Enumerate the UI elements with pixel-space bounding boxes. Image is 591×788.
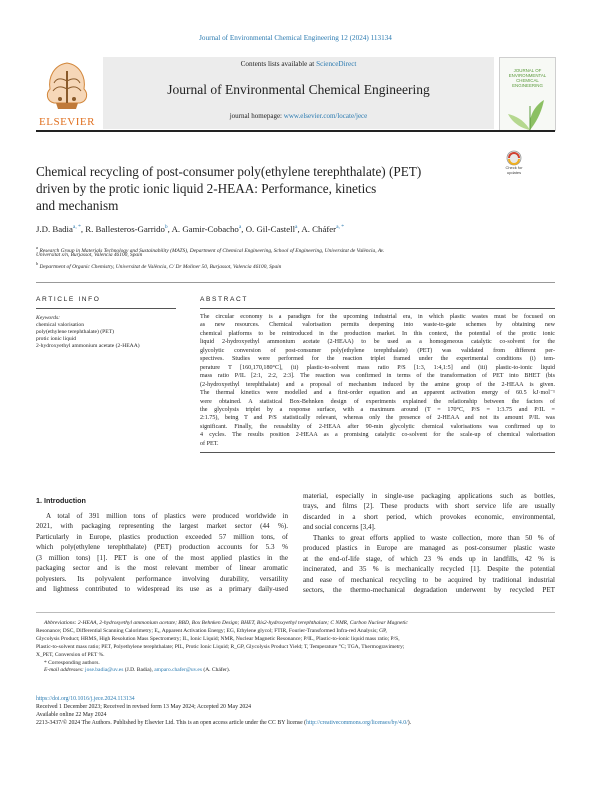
author-affiliation-marker[interactable]: a (238, 224, 242, 231)
keyword: chemical valorisation (36, 322, 84, 329)
keywords-label: Keywords: (36, 315, 61, 321)
abstract-line: liquid 2-hydroxyethyl ammonium acetate (2-HEAA) to be used as a homogeneous catalytic co-solvent for the (200, 339, 555, 346)
homepage-prefix: journal homepage: (229, 112, 284, 120)
abstract-line: as new resources. Chemical valorisation permits deepening into waste-to-gate schemes by obtaining new (200, 322, 555, 329)
cover-title (500, 68, 555, 88)
abstract-line: were obtained. A statistical Box-Behnken design of experiments explained the relationship between the factors of (200, 398, 555, 405)
sciencedirect-link[interactable]: ScienceDirect (316, 60, 357, 68)
intro-line: Thanks to great efforts applied to waste collection, more than 50 % of (313, 533, 555, 542)
email-link-chafer[interactable]: amparo.chafer@uv.es (154, 667, 202, 674)
keyword: 2-hydroxyethyl ammonium acetate (2-HEAA) (36, 343, 140, 350)
abstract-line: spectives. Studies were performed for the reaction triplet framed under the experimental conditions (i) tem- (200, 356, 555, 363)
article-title-line-2: driven by the protic ionic liquid 2-HEAA: Performance, kinetics (36, 181, 377, 196)
intro-line: polyesters. Its polyvalent performance involving durability, versatility (36, 574, 288, 583)
article-title (36, 163, 476, 214)
author-name[interactable]: R. Ballesteros-Garrido (85, 224, 165, 234)
author-affiliation-marker[interactable]: b (164, 224, 168, 231)
author-affiliation-marker[interactable]: a (295, 224, 298, 231)
cover-line-3: CHEMICAL (516, 78, 539, 83)
author-name[interactable]: A. Gamir-Cobacho (171, 224, 239, 234)
intro-line: produced plastics in Europe are managed as post-consumer plastic waste (303, 544, 555, 553)
abstract-line: the glycolysis triplet by a response surface, with a maximum around (T = 170°C, P/S = 1:3.75 and P/IL = (200, 406, 555, 413)
abstract-text (200, 313, 555, 448)
intro-line: incinerated, and 35 % is mechanically recycled [1]. Despite the potential (303, 565, 555, 574)
section-rule (36, 282, 555, 283)
doi-link[interactable]: https://doi.org/10.1016/j.jece.2024.113134 (36, 696, 135, 702)
intro-line: and social concerns [3,4]. (303, 523, 376, 532)
intro-line: and lightness contributed to widespread its use as a primary daily-used (36, 585, 288, 594)
abstract-line: chemical platforms to be reintroduced in the production market. In this context, the potential of the protic ionic (200, 330, 555, 337)
contents-line (103, 60, 494, 68)
intro-line: (3 million tons) [1]. PET is one of the most applied plastics in the (36, 553, 288, 562)
cover-line-4: ENGINEERING (512, 83, 543, 88)
email-addresses (36, 667, 555, 675)
affiliation-b (36, 260, 555, 271)
footnote-rule (36, 612, 555, 613)
license-line (36, 719, 555, 727)
intro-line: sectors, the thermo-mechanical degradation underwent by recycled PET (303, 586, 555, 595)
abbreviations-line-3: Glycolysis Product; HRMS, High Resolution Mass Spectrometry; IL, Ionic Liquid; NMR, Nuclear Magnetic Resonance; P/IL, Plastic-to-ionic liquid mass ratio; P/S, (36, 635, 400, 642)
abstract-line: glycolytic conversion of post-consumer poly(ethylene terephthalate) (PET) was validated from different per- (200, 347, 555, 354)
abstract-line: of PET. (200, 440, 219, 447)
abbreviations-line-4: Plastic-to-solvent mass ratio; PET, Polyethylene terephthalate; PIL, Protic Ionic Liquid; R_GP, Glycolysis Product Yield; T, Temperature °C; TGA, Thermogravimetry; (36, 643, 405, 650)
affiliation-a-marker: a (36, 245, 39, 250)
email-owner-chafer: (A. Cháfer). (202, 667, 231, 674)
homepage-link[interactable]: www.elsevier.com/locate/jece (283, 112, 368, 120)
article-info-rule (36, 308, 176, 309)
author-separator: , (297, 224, 302, 234)
publisher-name: ELSEVIER (39, 116, 95, 128)
abstract-line: The thermal kinetics were modelled and a first-order equation and an apparent activation energy of 60.5 kJ·mol⁻¹ (200, 390, 555, 397)
abstract-line: mass ratio P/IL [2:1, 2:2, 2:3]. The reaction was confirmed in terms of the transformation of PET into BHET (bis (200, 373, 555, 380)
license-prefix: 2213-3437/© 2024 The Authors. Published by Elsevier Ltd. This is an open access article under the CC BY license ( (36, 720, 307, 727)
intro-line: Particularly in Europe, plastics production exceeded 57 million tons, of (36, 532, 288, 541)
abstract-line: 2:1.75), being T and P/S statistically relevant, whereas only the presence of 2-HEAA and not its amount P/IL was (200, 415, 555, 422)
keywords-block (36, 315, 176, 350)
author-list (36, 224, 555, 234)
journal-cover-thumbnail (499, 57, 556, 131)
journal-citation-link[interactable]: Journal of Environmental Chemical Engineering 12 (2024) 113134 (199, 34, 392, 42)
intro-line: A total of 391 million tons of plastics were produced worldwide in (46, 512, 288, 520)
license-suffix: ). (407, 720, 412, 727)
keyword: poly(ethylene terephthalate) (PET) (36, 329, 114, 336)
author-separator: , (80, 224, 86, 234)
author-affiliation-marker[interactable]: a, * (336, 224, 345, 231)
contents-prefix: Contents lists available at (240, 60, 317, 68)
publication-info (36, 695, 555, 727)
affiliation-b-marker: b (36, 261, 39, 266)
abstract-bottom-rule (200, 452, 555, 453)
author-affiliation-marker[interactable]: a, * (72, 224, 81, 231)
author-separator: , (167, 224, 172, 234)
intro-line: which poly(ethylene terephthalate) (PET) production accounts for 5.3 % (36, 543, 288, 552)
intro-left-column (36, 511, 288, 595)
affiliation-b-text: Department of Organic Chemistry, Universitat de València, C/ Dr Moliner 50, Burjassot, Valencia 46100, Spain (39, 263, 282, 270)
intro-line: trays, and films [2]. These products with short service life are usually (303, 502, 555, 511)
abstract-line: The circular economy is a paradigm for the upcoming industrial era, in which plastic wastes must be focused on (200, 314, 555, 320)
article-title-line-1: Chemical recycling of post-consumer poly(ethylene terephthalate) (PET) (36, 164, 422, 179)
intro-right-column (303, 491, 555, 596)
available-online-date: Available online 22 May 2024 (36, 712, 107, 719)
introduction-heading: 1. Introduction (36, 496, 86, 505)
abstract-line: 4 cycles. The results position 2-HEAA as a promising catalytic co-solvent for the scale-up of chemical valorisation (200, 432, 555, 439)
cover-line-2: ENVIRONMENTAL (508, 73, 547, 78)
license-link[interactable]: http://creativecommons.org/licenses/by/4.0/ (306, 720, 408, 727)
email-prefix: E-mail addresses: (44, 667, 86, 674)
intro-line: and ease of mechanical recycling to be acquired by traditional industrial (303, 575, 555, 584)
homepage-line (103, 112, 494, 120)
intro-line: packaging sector and is the most relevant member of linear aromatic (36, 564, 288, 573)
intro-line: material, especially in single-use packaging applications such as bottles, (303, 492, 555, 500)
email-link-badia[interactable]: jose.badia@uv.es (85, 667, 124, 674)
intro-line: at the end-of-life stage, of which 23 % ends up in landfills, 42 % is (303, 554, 555, 563)
cover-leaf-graphic (500, 92, 555, 130)
email-owner-badia: (J.D. Badia), (123, 667, 155, 674)
author-name[interactable]: O. Gil-Castell (245, 224, 296, 234)
corresponding-authors-note: * Corresponding authors. (44, 659, 100, 666)
author-separator: , (241, 224, 246, 234)
footnotes (36, 620, 555, 675)
article-info-label: ARTICLE INFO (36, 296, 101, 303)
abstract-line: perature T [160,170,180°C], (ii) plastic-to-solvent mass ratio P/S [1:3, 1:4,1:5] and (iii) plastic-to-ionic liquid (200, 364, 555, 371)
affiliation-a-cont: Universitat s/n, Burjassot, Valencia 46100, Spain (36, 252, 143, 258)
author-name[interactable]: J.D. Badia (36, 224, 73, 234)
received-dates: Received 1 December 2023; Received in revised form 13 May 2024; Accepted 20 May 2024 (36, 704, 252, 711)
abstract-top-rule (200, 308, 555, 309)
check-updates-line-2: updates (506, 169, 522, 175)
abstract-line: (2-hydroxyethyl terephthalate) and a proposal of mechanism induced by the amine group of the 2-HEAA is given. (200, 381, 555, 388)
abstract-line: significant. Finally, the reusability of 2-HEAA after 90-min glycolytic chemical valorisations was confirmed up to (200, 423, 555, 430)
journal-title: Journal of Environmental Chemical Engineering (167, 82, 430, 97)
article-title-line-3: and mechanism (36, 198, 119, 213)
intro-line: 2021, with packaging representing the largest market sector (44 %). (36, 522, 288, 531)
abbreviations-line-5: X_PET, Conversion of PET %. (36, 651, 105, 658)
intro-line: discarded in a short period, which provokes economic, environmental, (303, 512, 555, 521)
author-name[interactable]: A. Cháfer (301, 224, 337, 234)
check-updates-line-1: Check for (505, 165, 523, 170)
keyword: protic ionic liquid (36, 336, 77, 343)
affiliation-a-line-1: Research Group in Materials Technology and Sustainability (MATS), Department of Chemical Engineering, School of Engineering, Universitat de València, Av. (39, 247, 385, 254)
abbreviations-line-1: Abbreviations: 2-HEAA, 2-hydroxyethyl ammonium acetate; BBD, Box Behnken Design; BHET, Bis2-hydroxyethyl terephthalate; C NMR, Carbon Nuclear Magnetic (44, 620, 408, 626)
cover-line-1: JOURNAL OF (513, 68, 542, 73)
abstract-label: ABSTRACT (200, 296, 248, 303)
abbreviations-line-2: Resonance; DSC, Differential Scanning Calorimetry; Eₐ, Apparent Activation Energy; EG, Ethylene glycol; FTIR, Fourier-Transformed Infra-red Analysis; GP, (36, 627, 387, 634)
check-for-updates-label[interactable] (496, 166, 532, 175)
header-rule (36, 130, 555, 132)
